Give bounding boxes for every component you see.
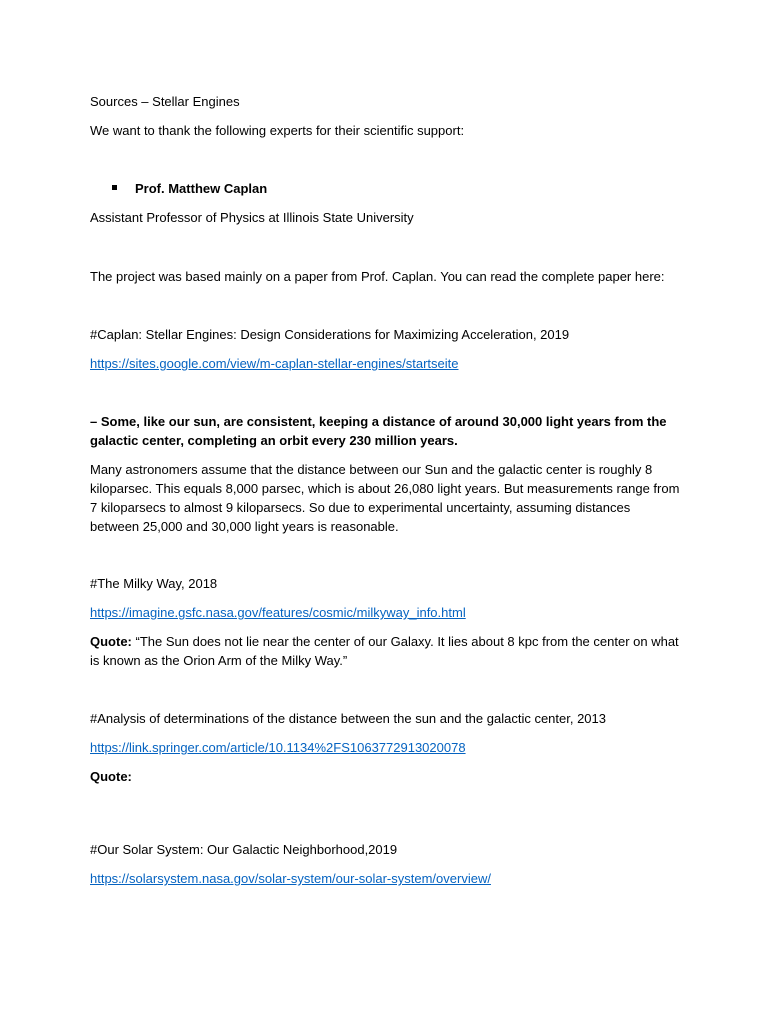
source-heading-milky-way: #The Milky Way, 2018 <box>90 576 218 591</box>
quote-text: “The Sun does not lie near the center of our Galaxy. It lies about 8 kpc from the center on what is known as the Orion Arm of the Milky Way.” <box>90 634 679 668</box>
source-heading-caplan: #Caplan: Stellar Engines: Design Considerations for Maximizing Acceleration, 2019 <box>90 327 570 342</box>
quote-label: Quote: <box>90 634 132 649</box>
document-title: Sources – Stellar Engines <box>90 94 240 109</box>
source-link-milky-way <box>90 603 682 622</box>
milky-way-link[interactable]: https://imagine.gsfc.nasa.gov/features/cosmic/milkyway_info.html <box>90 605 466 620</box>
claim-text: – Some, like our sun, are consistent, keeping a distance of around 30,000 light years from the galactic center, completing an orbit every 230 million years. <box>90 414 667 448</box>
springer-link[interactable]: https://link.springer.com/article/10.1134%2FS1063772913020078 <box>90 740 466 755</box>
explanation-text: Many astronomers assume that the distance between our Sun and the galactic center is roughly 8 kiloparsec. This equals 8,000 parsec, which is about 26,080 light years. But measurements range from 7 kiloparsecs to almost 9 kiloparsecs. So due to experimental uncertainty, assuming distances between 25,000 and 30,000 light years is reasonable. <box>90 462 680 534</box>
source-link-springer <box>90 738 682 757</box>
source-link-solar-system <box>90 869 682 888</box>
square-bullet-icon <box>112 185 117 190</box>
solar-system-link[interactable]: https://solarsystem.nasa.gov/solar-system/our-solar-system/overview/ <box>90 871 491 886</box>
source-link-caplan <box>90 354 682 373</box>
project-note: The project was based mainly on a paper from Prof. Caplan. You can read the complete paper here: <box>90 269 665 284</box>
springer-quote-label: Quote: <box>90 769 132 784</box>
intro-text: We want to thank the following experts for their scientific support: <box>90 123 465 138</box>
source-heading-springer: #Analysis of determinations of the distance between the sun and the galactic center, 2013 <box>90 711 607 726</box>
caplan-paper-link[interactable]: https://sites.google.com/view/m-caplan-stellar-engines/startseite <box>90 356 459 371</box>
expert-name: Prof. Matthew Caplan <box>135 181 268 196</box>
expert-role: Assistant Professor of Physics at Illinois State University <box>90 210 414 225</box>
expert-list-item <box>112 179 267 198</box>
source-heading-solar-system: #Our Solar System: Our Galactic Neighborhood,2019 <box>90 842 398 857</box>
milky-way-quote <box>90 632 682 670</box>
